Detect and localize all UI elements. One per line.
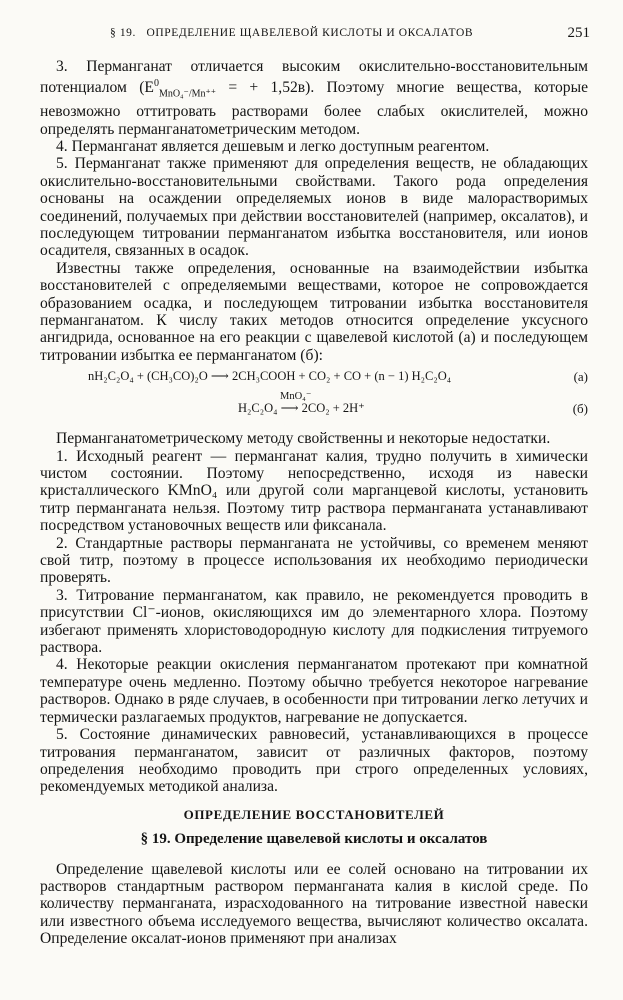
paragraph-non-redox-use: 5. Перманганат также применяют для определения веществ, не обладающих окислительно-восстановительными свойствами. Такого рода определения основаны на осаждении определяемых ионов в виде малорастворимых соединений, получаемых при действии восстановителей (например, оксалатов), и последующем титровании перманганатом избытка восстановителя, или ионов осадителя, связанных в осадок. xyxy=(40,155,588,260)
paragraph-drawback-2: 2. Стандартные растворы перманганата не устойчивы, со временем меняют свой титр, поэтому в процессе использования их необходимо периодически проверять. xyxy=(40,534,588,587)
running-head-title xyxy=(110,27,473,39)
page-number: 251 xyxy=(567,25,590,41)
p1-text-end: = + 1,52в). Поэтому многие вещества, которые невозможно оттитровать растворами более слабых окислителей, можно определять перманганатометрическим методом. xyxy=(40,79,588,138)
equation-b-label: (б) xyxy=(572,401,588,417)
equation-b-catalyst: MnO₄⁻ xyxy=(280,391,312,403)
paragraph-drawback-1: 1. Исходный реагент — перманганат калия, трудно получить в химически чистом состоянии. Поэтому непосредственно, исходя из навески кристаллического KMnO₄ или другой соли марганцевой кислоты, установить титр перманганата нельзя. Поэтому титр раствора перманганата устанавливают посредством установочных веществ или фиксанала. xyxy=(40,447,588,535)
paragraph-heading: § 19. Определение щавелевой кислоты и оксалатов xyxy=(140,831,488,848)
section-heading: ОПРЕДЕЛЕНИЕ ВОССТАНОВИТЕЛЕЙ xyxy=(183,806,445,822)
running-head-text: ОПРЕДЕЛЕНИЕ ЩАВЕЛЕВОЙ КИСЛОТЫ И ОКСАЛАТОВ xyxy=(146,27,474,39)
equation-b-catalyst-row xyxy=(40,386,588,403)
paragraph-drawback-3: 3. Титрование перманганатом, как правило, не рекомендуется проводить в присутствии Cl⁻-ионов, окисляющихся им до элементарного хлора. Поэтому избегают применять хлористоводородную кислоту для подкисления титруемого раствора. xyxy=(40,586,588,657)
paragraph-drawback-5: 5. Состояние динамических равновесий, устанавливающихся в процессе титрования перманганатом, зависит от различных факторов, поэтому определения необходимо проводить при строго определенных условиях, рекомендуемых методикой анализа. xyxy=(40,726,588,796)
p1-text-start: 3. Перманганат отличается высоким окислительно-восстановительным потенциалом (E xyxy=(40,58,588,97)
p1-superscript: 0 xyxy=(153,78,159,90)
p1-subscript: MnO₄⁻/Mn⁺⁺ xyxy=(158,88,217,100)
paragraph-drawback-4: 4. Некоторые реакции окисления перманганатом протекают при комнатной температуре очень медленно. Поэтому обычно требуется некоторое нагревание растворов. Однако в ряде случаев, в особенности при титровании легко летучих и термически разлагаемых продуктов, нагревание не допускается. xyxy=(40,656,588,726)
paragraph-drawbacks-intro: Перманганатометрическому методу свойственны и некоторые недостатки. xyxy=(56,430,551,448)
paragraph-cheap-reagent: 4. Перманганат является дешевым и легко доступным реагентом. xyxy=(56,137,490,155)
equation-a-text: nH₂C₂O₄ + (CH₃CO)₂O ⟶ 2CH₃COOH + CO₂ + CO + (n − 1) H₂C₂O₄ xyxy=(88,369,452,384)
paragraph-oxalate-determination: Определение щавелевой кислоты или ее солей основано на титровании их растворов стандартным раствором перманганата калия в кислой среде. По количеству перманганата, израсходованного на титрование известной навески или известного объема исследуемого вещества, вычисляют количество оксалата. Определение оксалат-ионов применяют при анализах xyxy=(40,860,588,948)
equation-b xyxy=(40,400,588,418)
running-head-section-mark: § 19. xyxy=(110,27,136,39)
paragraph-excess-reductant: Известны также определения, основанные на взаимодействии избытка восстановителей с определяемыми веществами, которое не сопровождается образованием осадка, и последующем титровании избытка восстановителя перманганатом. К числу таких методов относится определение уксусного ангидрида, основанное на его реакции с щавелевой кислотой (а) и последующем титровании избытка ее перманганатом (б): xyxy=(40,259,588,364)
equation-b-text: H₂C₂O₄ ⟶ 2CO₂ + 2H⁺ xyxy=(238,401,365,416)
paragraph-permanganate-potential xyxy=(40,58,588,138)
equation-a xyxy=(40,368,588,386)
body-text xyxy=(40,58,588,948)
equation-a-label: (а) xyxy=(573,369,588,385)
